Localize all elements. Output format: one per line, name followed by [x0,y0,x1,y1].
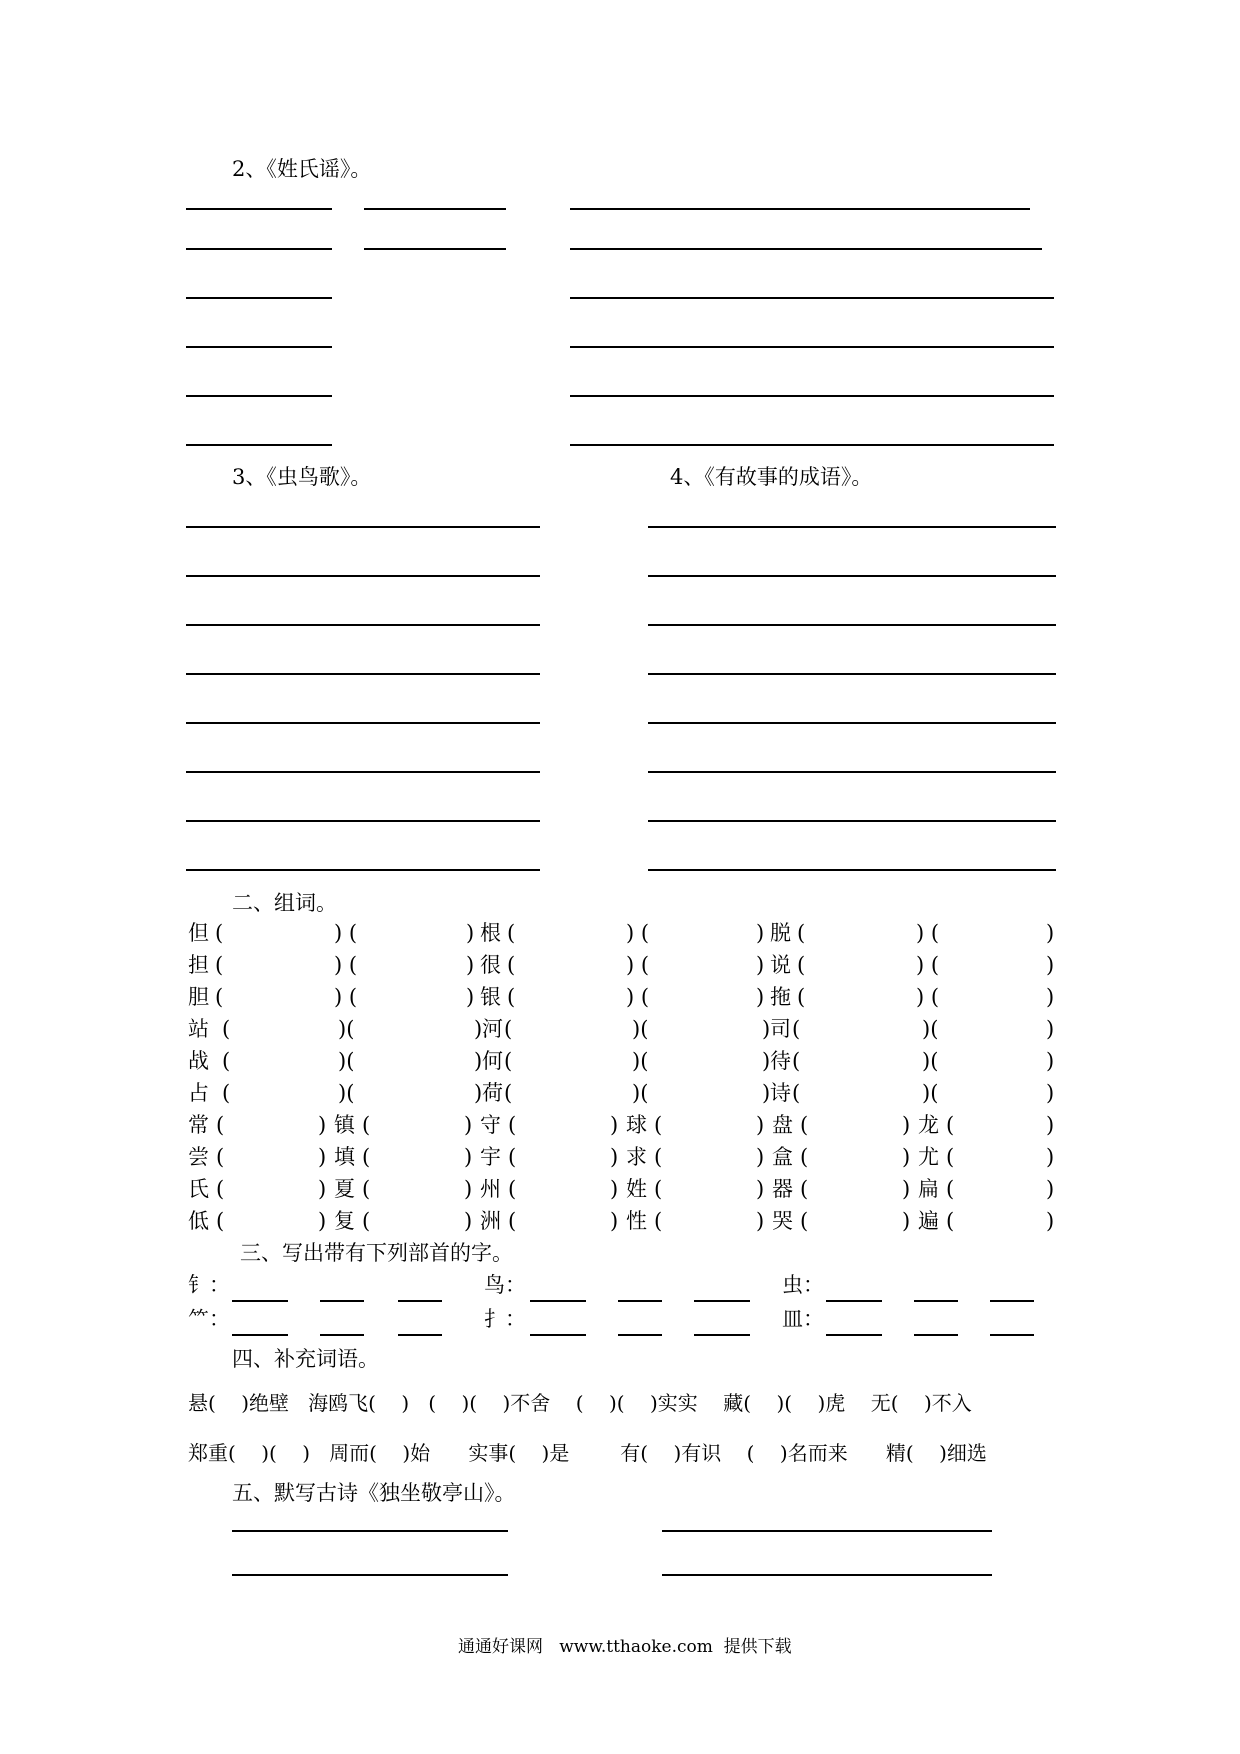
answer-line[interactable] [990,1300,1034,1302]
answer-line[interactable] [570,208,1030,210]
zuci-char: 夏 [334,1177,355,1201]
answer-line[interactable] [570,444,1054,446]
buchong-line-2: 郑重( )( ) 周而( )始 实事( )是 有( )有识 ( )名而来 精( )细选 [188,1441,987,1465]
zuci-blank[interactable]: ) [1046,1017,1055,1041]
radical-label: 扌： [484,1307,526,1331]
answer-line[interactable] [570,248,1042,250]
zuci-char: 性 [626,1209,647,1233]
zuci-blank[interactable]: ) [1046,953,1055,977]
answer-line[interactable] [186,444,332,446]
zuci-blank[interactable]: ) ( [626,921,650,945]
answer-line[interactable] [398,1300,442,1302]
zuci-char: 氏 [188,1177,209,1201]
zuci-blank[interactable]: ( [215,985,224,1009]
zuci-blank[interactable]: ( [362,1113,371,1137]
zuci-char: 扁 [918,1177,939,1201]
zuci-blank[interactable]: ) [1046,1049,1055,1073]
zuci-blank[interactable]: ) [610,1177,619,1201]
zuci-blank[interactable]: ) [474,1081,483,1105]
zuci-char: 荷 [482,1081,503,1105]
zuci-blank[interactable]: ) [464,1209,473,1233]
zuci-blank[interactable]: ( [946,1209,955,1233]
zuci-blank[interactable]: ) [610,1113,619,1137]
zuci-char: 诗 [770,1081,791,1105]
answer-line[interactable] [186,248,332,250]
zuci-blank[interactable]: ) [1046,1081,1055,1105]
zuci-char: 待 [770,1049,791,1073]
zuci-blank[interactable]: ) ( [626,985,650,1009]
zuci-blank[interactable]: ) [610,1145,619,1169]
zuci-char: 站 [188,1017,209,1041]
zuci-blank[interactable]: )( [922,1017,939,1041]
zuci-char: 州 [480,1177,501,1201]
zuci-char: 银 [480,985,501,1009]
answer-line[interactable] [530,1300,586,1302]
zuci-blank[interactable]: ) [756,1145,765,1169]
zuci-blank[interactable]: ( [222,1017,231,1041]
answer-line[interactable] [232,1300,288,1302]
answer-line[interactable] [648,869,1056,871]
radical-label: 皿： [782,1307,824,1331]
part-2-title: 二、组词。 [232,891,337,915]
answer-line[interactable] [570,346,1054,348]
answer-line[interactable] [186,395,332,397]
radical-label: 钅： [188,1273,230,1297]
zuci-blank[interactable]: ( [508,1209,517,1233]
zuci-blank[interactable]: ) ( [334,985,358,1009]
zuci-blank[interactable]: ) [756,985,765,1009]
zuci-blank[interactable]: ) [466,985,475,1009]
answer-line[interactable] [648,820,1056,822]
zuci-char: 填 [334,1145,355,1169]
zuci-blank[interactable]: ( [946,1145,955,1169]
answer-line[interactable] [570,395,1054,397]
zuci-blank[interactable]: ( [216,1113,225,1137]
zuci-char: 司 [770,1017,791,1041]
answer-line[interactable] [914,1300,958,1302]
answer-line[interactable] [186,673,540,675]
zuci-char: 胆 [188,985,209,1009]
zuci-blank[interactable]: ( [508,1145,517,1169]
zuci-char: 求 [626,1145,647,1169]
zuci-char: 尝 [188,1145,209,1169]
zuci-char: 脱 [770,921,791,945]
zuci-char: 龙 [918,1113,939,1137]
zuci-blank[interactable]: ) [902,1209,911,1233]
part-3-title: 三、写出带有下列部首的字。 [240,1241,513,1265]
zuci-blank[interactable]: ( [792,1017,801,1041]
zuci-blank[interactable]: ( [800,1145,809,1169]
zuci-blank[interactable]: ( [654,1113,663,1137]
zuci-char: 宇 [480,1145,501,1169]
zuci-blank[interactable]: ) ( [334,953,358,977]
answer-line[interactable] [186,297,332,299]
answer-line[interactable] [914,1334,958,1336]
zuci-blank[interactable]: ) ( [916,953,940,977]
buchong-line-1: 悬( )绝壁 海鸥飞( ) ( )( )不舍 ( )( )实实 藏( )( )虎 无( )不入 [188,1391,972,1415]
zuci-blank[interactable]: ) [474,1049,483,1073]
zuci-blank[interactable]: ) [466,953,475,977]
page-footer: 通通好课网 www.tthaoke.com 提供下载 [458,1637,792,1657]
zuci-blank[interactable]: ( [654,1209,663,1233]
zuci-blank[interactable]: ( [504,1049,513,1073]
zuci-blank[interactable]: ) [1046,921,1055,945]
zuci-blank[interactable]: ) [756,921,765,945]
zuci-blank[interactable]: ) [1046,1113,1055,1137]
zuci-blank[interactable]: ( [215,953,224,977]
zuci-blank[interactable]: )( [632,1049,649,1073]
zuci-blank[interactable]: ) [464,1145,473,1169]
zuci-blank[interactable]: ) [1046,1145,1055,1169]
zuci-blank[interactable]: ( [797,953,806,977]
zuci-blank[interactable]: ( [800,1113,809,1137]
zuci-blank[interactable]: ( [215,921,224,945]
zuci-blank[interactable]: ( [792,1049,801,1073]
zuci-blank[interactable]: ) ( [916,921,940,945]
answer-line[interactable] [232,1530,508,1532]
answer-line[interactable] [186,208,332,210]
zuci-blank[interactable]: ( [946,1113,955,1137]
zuci-char: 尤 [918,1145,939,1169]
answer-line[interactable] [232,1574,508,1576]
section-3-title: 3、《虫鸟歌》。 [232,465,372,489]
zuci-blank[interactable]: ( [216,1177,225,1201]
zuci-blank[interactable]: ) [762,1017,771,1041]
radical-label: 鸟： [484,1273,526,1297]
zuci-char: 但 [188,921,209,945]
zuci-blank[interactable]: ) [464,1177,473,1201]
radical-label: ⺮： [188,1307,230,1331]
zuci-blank[interactable]: ) [466,921,475,945]
zuci-blank[interactable]: ) [318,1145,327,1169]
zuci-char: 洲 [480,1209,501,1233]
zuci-blank[interactable]: )( [922,1081,939,1105]
answer-line[interactable] [186,771,540,773]
zuci-blank[interactable]: ( [508,1177,517,1201]
radical-label: 虫： [782,1273,824,1297]
zuci-blank[interactable]: ) ( [334,921,358,945]
zuci-blank[interactable]: ( [654,1145,663,1169]
zuci-blank[interactable]: ) [610,1209,619,1233]
zuci-blank[interactable]: ( [654,1177,663,1201]
zuci-blank[interactable]: ) [474,1017,483,1041]
zuci-blank[interactable]: ( [508,1113,517,1137]
answer-line[interactable] [648,771,1056,773]
zuci-blank[interactable]: ( [362,1145,371,1169]
zuci-blank[interactable]: ) [318,1209,327,1233]
zuci-blank[interactable]: ( [222,1081,231,1105]
answer-line[interactable] [186,722,540,724]
answer-line[interactable] [694,1300,750,1302]
part-5-title: 五、默写古诗《独坐敬亭山》。 [232,1481,516,1505]
zuci-blank[interactable]: ( [216,1145,225,1169]
answer-line[interactable] [826,1334,882,1336]
answer-line[interactable] [364,248,506,250]
part-4-title: 四、补充词语。 [232,1347,379,1371]
zuci-blank[interactable]: ) [318,1113,327,1137]
answer-line[interactable] [186,575,540,577]
zuci-char: 低 [188,1209,209,1233]
zuci-blank[interactable]: ( [362,1209,371,1233]
zuci-char: 很 [480,953,501,977]
zuci-char: 姓 [626,1177,647,1201]
zuci-blank[interactable]: )( [338,1017,355,1041]
zuci-char: 拖 [770,985,791,1009]
zuci-blank[interactable]: )( [338,1081,355,1105]
zuci-blank[interactable]: ) [902,1177,911,1201]
zuci-blank[interactable]: ( [216,1209,225,1233]
zuci-char: 守 [480,1113,501,1137]
zuci-blank[interactable]: ) [1046,1177,1055,1201]
answer-line[interactable] [320,1300,364,1302]
zuci-char: 球 [626,1113,647,1137]
zuci-char: 占 [188,1081,209,1105]
answer-line[interactable] [186,624,540,626]
zuci-blank[interactable]: ) [318,1177,327,1201]
zuci-char: 遍 [918,1209,939,1233]
zuci-blank[interactable]: ( [797,921,806,945]
zuci-blank[interactable]: ) [756,1113,765,1137]
zuci-blank[interactable]: ) [756,953,765,977]
zuci-blank[interactable]: ( [362,1177,371,1201]
answer-line[interactable] [648,673,1056,675]
zuci-blank[interactable]: )( [632,1081,649,1105]
answer-line[interactable] [990,1334,1034,1336]
zuci-blank[interactable]: ( [504,1017,513,1041]
zuci-blank[interactable]: ( [504,1081,513,1105]
zuci-char: 器 [772,1177,793,1201]
answer-line[interactable] [186,820,540,822]
zuci-blank[interactable]: ( [507,953,516,977]
zuci-blank[interactable]: ) [902,1113,911,1137]
zuci-blank[interactable]: ( [797,985,806,1009]
answer-line[interactable] [662,1574,992,1576]
zuci-blank[interactable]: ( [800,1209,809,1233]
zuci-char: 镇 [334,1113,355,1137]
zuci-blank[interactable]: ) [902,1145,911,1169]
zuci-char: 盒 [772,1145,793,1169]
answer-line[interactable] [186,526,540,528]
answer-line[interactable] [648,624,1056,626]
zuci-blank[interactable]: ) [756,1177,765,1201]
zuci-blank[interactable]: ( [946,1177,955,1201]
zuci-char: 说 [770,953,791,977]
zuci-blank[interactable]: ) [762,1049,771,1073]
zuci-blank[interactable]: ( [507,921,516,945]
zuci-blank[interactable]: ( [222,1049,231,1073]
answer-line[interactable] [618,1300,662,1302]
answer-line[interactable] [398,1334,442,1336]
zuci-blank[interactable]: )( [922,1049,939,1073]
zuci-char: 担 [188,953,209,977]
zuci-char: 战 [188,1049,209,1073]
answer-line[interactable] [364,208,506,210]
answer-line[interactable] [662,1530,992,1532]
zuci-blank[interactable]: ( [507,985,516,1009]
zuci-blank[interactable]: ( [800,1177,809,1201]
answer-line[interactable] [186,869,540,871]
answer-line[interactable] [232,1334,288,1336]
zuci-char: 盘 [772,1113,793,1137]
zuci-blank[interactable]: ) [1046,1209,1055,1233]
zuci-char: 常 [188,1113,209,1137]
zuci-blank[interactable]: ( [792,1081,801,1105]
zuci-char: 何 [482,1049,503,1073]
zuci-blank[interactable]: )( [338,1049,355,1073]
zuci-blank[interactable]: ) [756,1209,765,1233]
answer-line[interactable] [570,297,1054,299]
answer-line[interactable] [618,1334,662,1336]
answer-line[interactable] [826,1300,882,1302]
answer-line[interactable] [648,575,1056,577]
zuci-blank[interactable]: ) [1046,985,1055,1009]
answer-line[interactable] [320,1334,364,1336]
zuci-blank[interactable]: ) [464,1113,473,1137]
zuci-blank[interactable]: )( [632,1017,649,1041]
zuci-char: 哭 [772,1209,793,1233]
zuci-char: 根 [480,921,501,945]
zuci-blank[interactable]: ) ( [626,953,650,977]
zuci-char: 复 [334,1209,355,1233]
zuci-blank[interactable]: ) [762,1081,771,1105]
answer-line[interactable] [694,1334,750,1336]
answer-line[interactable] [186,346,332,348]
section-2-title: 2、《姓氏谣》。 [232,157,372,181]
section-4-title: 4、《有故事的成语》。 [670,465,873,489]
zuci-blank[interactable]: ) ( [916,985,940,1009]
zuci-char: 河 [482,1017,503,1041]
answer-line[interactable] [648,722,1056,724]
answer-line[interactable] [530,1334,586,1336]
answer-line[interactable] [648,526,1056,528]
